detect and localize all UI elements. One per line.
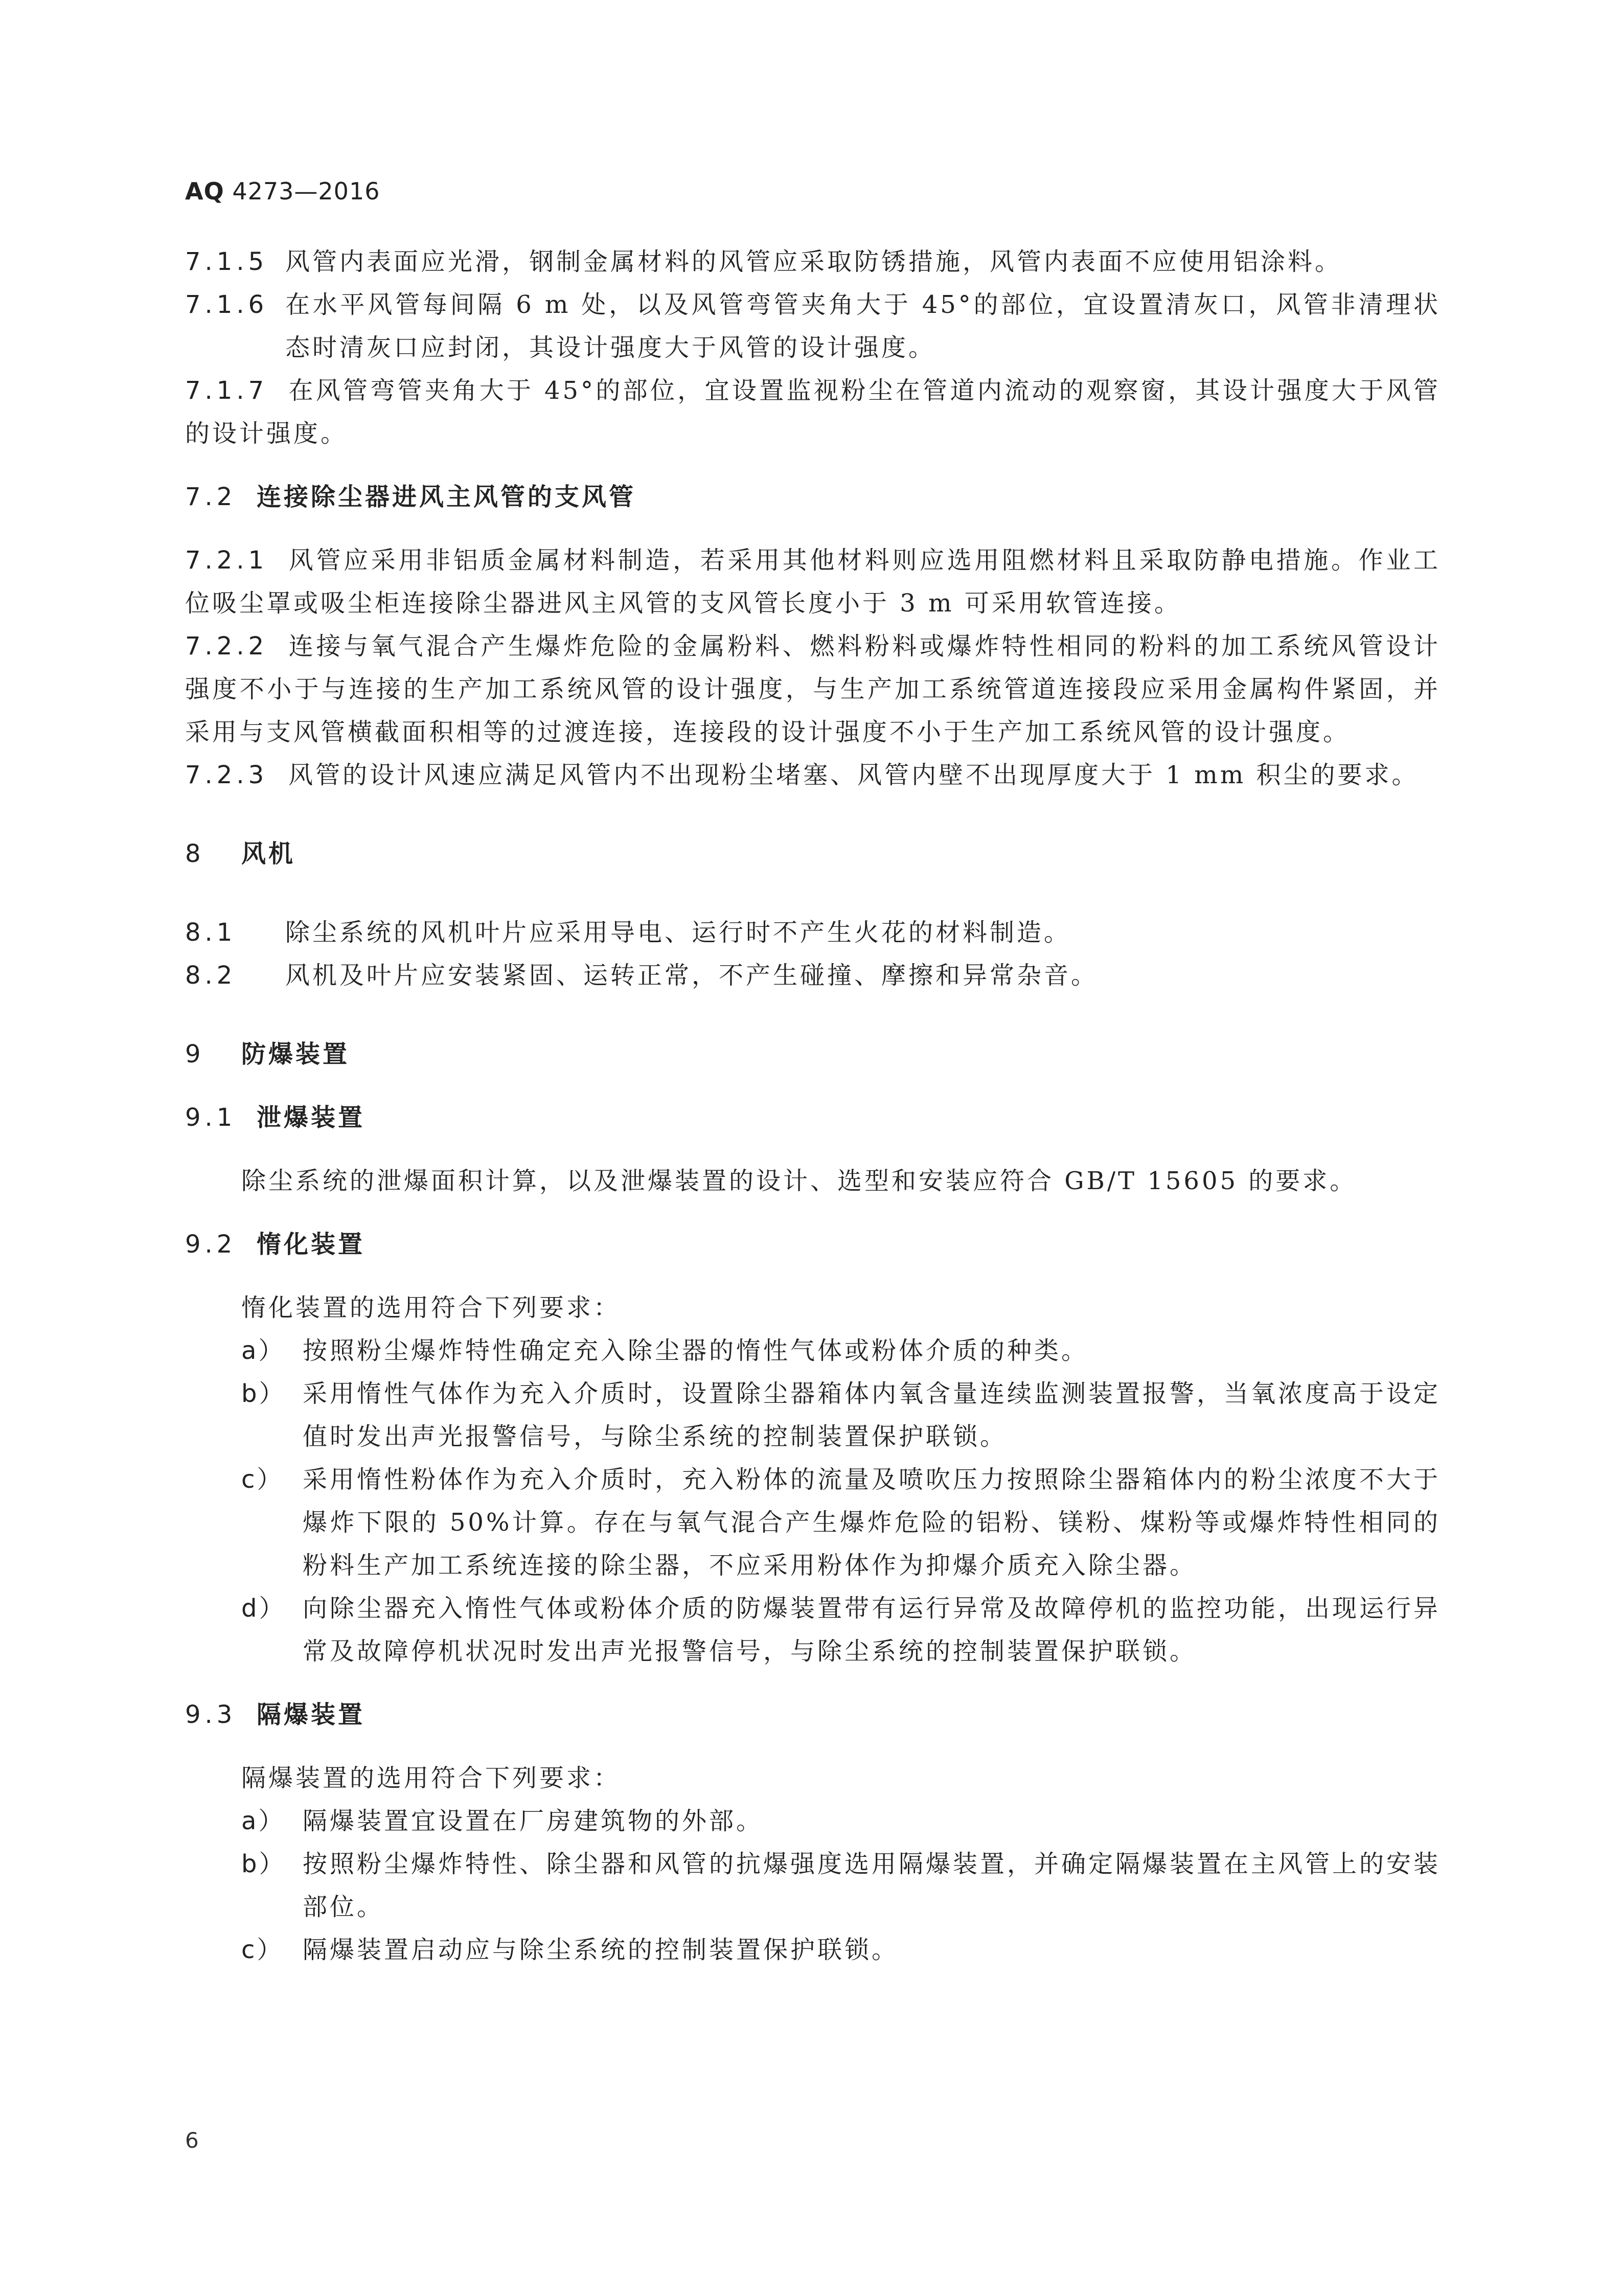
section-heading-9-3: [185, 1693, 1441, 1736]
list-item: [185, 1800, 1441, 1843]
clause-7-2-1: [185, 539, 1441, 625]
clause-number: 8.1: [185, 918, 237, 947]
standard-header: [185, 170, 380, 213]
clause-text: 风管内表面应光滑，钢制金属材料的风管应采取防锈措施，风管内表面不应使用铝涂料。: [285, 247, 1342, 276]
clause-7-1-5: [185, 240, 1441, 283]
list-text: 隔爆装置宜设置在厂房建筑物的外部。: [303, 1807, 764, 1835]
clause-number: 7.2.2: [185, 632, 268, 661]
document-body: [185, 240, 1441, 1971]
section-number: 8: [185, 839, 205, 868]
clause-number: 8.2: [185, 961, 237, 990]
list-text: 按照粉尘爆炸特性、除尘器和风管的抗爆强度选用隔爆装置，并确定隔爆装置在主风管上的安装部位。: [303, 1850, 1441, 1921]
list-label: b）: [241, 1379, 286, 1408]
list-label: a）: [241, 1336, 285, 1365]
list-intro: 隔爆装置的选用符合下列要求：: [241, 1764, 621, 1792]
list-text: 采用惰性粉体作为充入介质时，充入粉体的流量及喷吹压力按照除尘器箱体内的粉尘浓度不大于爆炸下限的 50%计算。存在与氧气混合产生爆炸危险的铝粉、镁粉、煤粉等或爆炸特性相同的粉料生产加工系统连接的除尘器，不应采用粉体作为抑爆介质充入除尘器。: [303, 1465, 1441, 1580]
section-title: 连接除尘器进风主风管的支风管: [257, 483, 636, 511]
section-heading-9-2: [185, 1223, 1441, 1266]
section-title: 防爆装置: [241, 1040, 350, 1069]
clause-text: 风机及叶片应安装紧固、运转正常，不产生碰撞、摩擦和异常杂音。: [285, 961, 1099, 990]
section-title: 隔爆装置: [257, 1700, 365, 1729]
section-number: 9.3: [185, 1700, 237, 1729]
clause-number: 7.1.5: [185, 247, 268, 276]
list-label: d）: [241, 1594, 286, 1623]
list-item: [185, 1928, 1441, 1971]
clause-8-2: [185, 954, 1441, 997]
clause-7-2-2: [185, 625, 1441, 754]
clause-text: 在风管弯管夹角大于 45°的部位，宜设置监视粉尘在管道内流动的观察窗，其设计强度大于风管的设计强度。: [185, 376, 1441, 448]
clause-7-1-7: [185, 369, 1441, 455]
section-title: 惰化装置: [257, 1230, 365, 1259]
clause-9-1-text: 除尘系统的泄爆面积计算，以及泄爆装置的设计、选型和安装应符合 GB/T 15605 的要求。: [241, 1167, 1357, 1195]
list-label: b）: [241, 1850, 286, 1878]
list-label: c）: [241, 1936, 284, 1964]
clause-text: 风管应采用非铝质金属材料制造，若采用其他材料则应选用阻燃材料且采取防静电措施。作业工位吸尘罩或吸尘柜连接除尘器进风主风管的支风管长度小于 3 m 可采用软管连接。: [185, 546, 1441, 618]
section-number: 9.1: [185, 1103, 237, 1132]
standard-code: AQ: [185, 177, 224, 205]
list-item: [185, 1843, 1441, 1928]
clause-7-1-6: [185, 283, 1441, 369]
section-heading-9: [185, 1033, 1441, 1076]
clause-number: 7.2.1: [185, 546, 268, 575]
list-text: 采用惰性气体作为充入介质时，设置除尘器箱体内氧含量连续监测装置报警，当氧浓度高于设定值时发出声光报警信号，与除尘系统的控制装置保护联锁。: [303, 1379, 1441, 1451]
list-item: [185, 1458, 1441, 1587]
section-title: 风机: [241, 839, 296, 868]
clause-number: 7.1.7: [185, 376, 268, 405]
clause-text: 风管的设计风速应满足风管内不出现粉尘堵塞、风管内壁不出现厚度大于 1 mm 积尘的要求。: [288, 761, 1419, 789]
list-label: c）: [241, 1465, 284, 1494]
list-text: 隔爆装置启动应与除尘系统的控制装置保护联锁。: [303, 1936, 899, 1964]
list-intro: 惰化装置的选用符合下列要求：: [241, 1293, 621, 1322]
page-number: 6: [185, 2128, 199, 2153]
list-item: [185, 1372, 1441, 1458]
section-heading-8: [185, 832, 1441, 875]
clause-number: 7.1.6: [185, 290, 268, 319]
section-number: 9: [185, 1040, 205, 1069]
list-item: [185, 1329, 1441, 1372]
section-heading-9-1: [185, 1096, 1441, 1139]
clause-8-1: [185, 911, 1441, 954]
standard-number: 4273—2016: [232, 177, 380, 205]
list-label: a）: [241, 1807, 285, 1835]
section-heading-7-2: [185, 475, 1441, 518]
list-text: 向除尘器充入惰性气体或粉体介质的防爆装置带有运行异常及故障停机的监控功能，出现运行异常及故障停机状况时发出声光报警信号，与除尘系统的控制装置保护联锁。: [303, 1594, 1441, 1666]
clause-text: 除尘系统的风机叶片应采用导电、运行时不产生火花的材料制造。: [285, 918, 1071, 947]
section-title: 泄爆装置: [257, 1103, 365, 1132]
section-number: 9.2: [185, 1230, 237, 1259]
clause-7-2-3: [185, 754, 1441, 797]
section-number: 7.2: [185, 483, 237, 511]
clause-text: 在水平风管每间隔 6 m 处，以及风管弯管夹角大于 45°的部位，宜设置清灰口，风管非清理状态时清灰口应封闭，其设计强度大于风管的设计强度。: [285, 290, 1441, 362]
clause-text: 连接与氧气混合产生爆炸危险的金属粉料、燃料粉料或爆炸特性相同的粉料的加工系统风管设计强度不小于与连接的生产加工系统风管的设计强度，与生产加工系统管道连接段应采用金属构件紧固，并采用与支风管横截面积相等的过渡连接，连接段的设计强度不小于生产加工系统风管的设计强度。: [185, 632, 1441, 746]
list-text: 按照粉尘爆炸特性确定充入除尘器的惰性气体或粉体介质的种类。: [303, 1336, 1089, 1365]
list-item: [185, 1587, 1441, 1673]
clause-number: 7.2.3: [185, 761, 268, 789]
